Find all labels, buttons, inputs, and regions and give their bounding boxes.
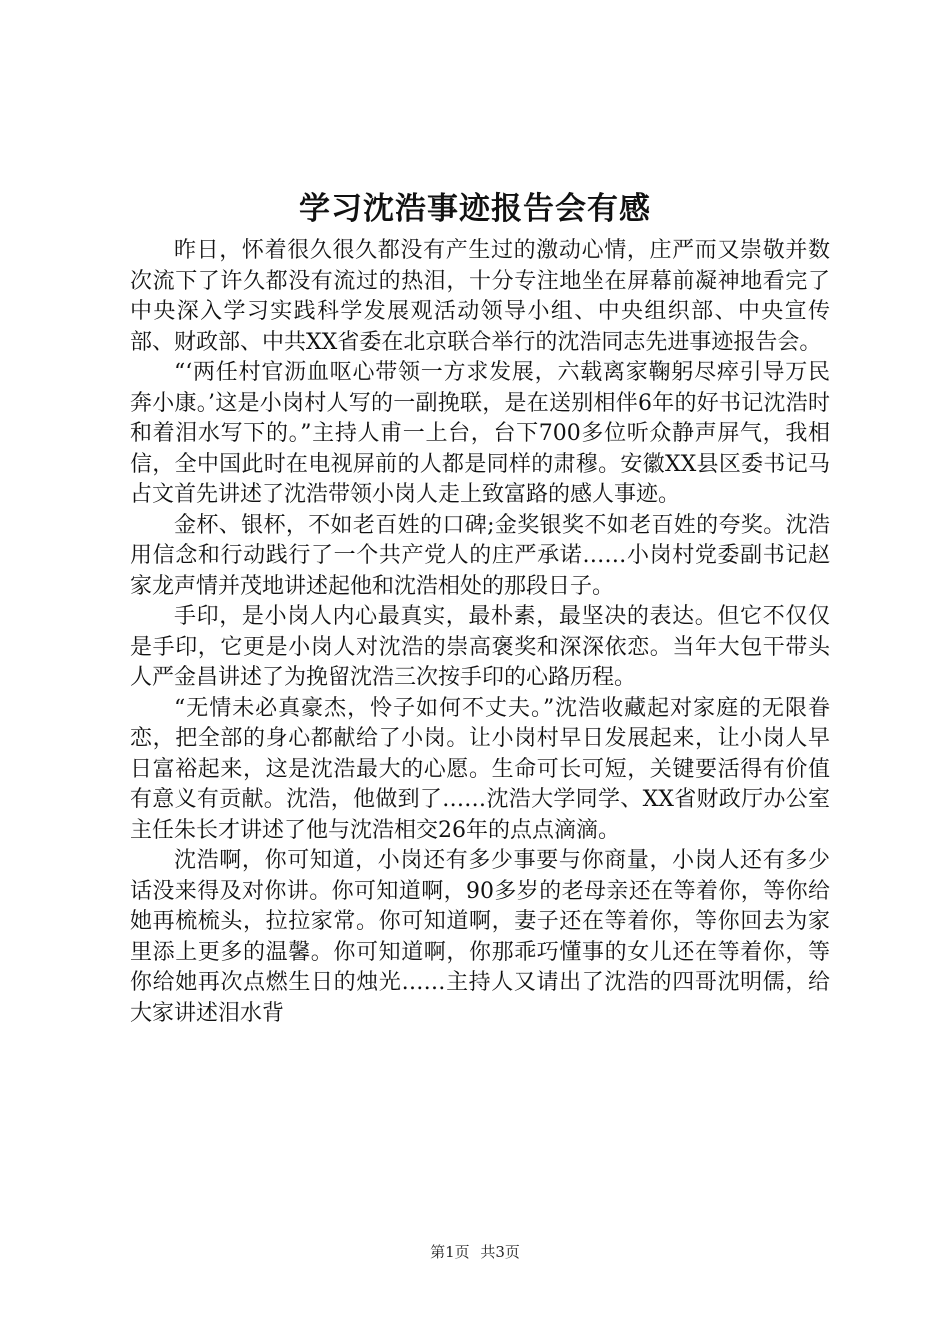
paragraph: 昨日，怀着很久很久都没有产生过的激动心情，庄严而又崇敬并数次流下了许久都没有流过的热泪，十分专注地坐在屏幕前凝神地看完了中央深入学习实践科学发展观活动领导小组、中央组织部、中央宣传部、财政部、中共XX省委在北京联合举行的沈浩同志先进事迹报告会。: [130, 238, 830, 355]
paragraph: 沈浩啊，你可知道，小岗还有多少事要与你商量，小岗人还有多少话没来得及对你讲。你可知道啊，90多岁的老母亲还在等着你，等你给她再梳梳头，拉拉家常。你可知道啊，妻子还在等着你，等你回去为家里添上更多的温馨。你可知道啊，你那乖巧懂事的女儿还在等着你，等你给她再次点燃生日的烛光……主持人又请出了沈浩的四哥沈明儒，给大家讲述泪水背: [130, 848, 830, 1026]
paragraph: 金杯、银杯，不如老百姓的口碑;金奖银奖不如老百姓的夸奖。沈浩用信念和行动践行了一个共产党人的庄严承诺……小岗村党委副书记赵家龙声情并茂地讲述起他和沈浩相处的那段日子。: [130, 512, 830, 599]
page-number: 第1页: [430, 1243, 470, 1261]
paragraph: “‘两任村官沥血呕心带领一方求发展，六载离家鞠躬尽瘁引导万民奔小康。’这是小岗村人写的一副挽联，是在送别相伴6年的好书记沈浩时和着泪水写下的。”主持人甫一上台，台下700多位听众静声屏气，我相信，全中国此时在电视屏前的人都是同样的肃穆。安徽XX县区委书记马占文首先讲述了沈浩带领小岗人走上致富路的感人事迹。: [130, 360, 830, 507]
document-body: [130, 236, 830, 1029]
document-title: 学习沈浩事迹报告会有感: [299, 191, 651, 227]
page-total: 共3页: [480, 1243, 520, 1261]
paragraph: 手印，是小岗人内心最真实，最朴素，最坚决的表达。但它不仅仅是手印，它更是小岗人对沈浩的崇高褒奖和深深依恋。当年大包干带头人严金昌讲述了为挽留沈浩三次按手印的心路历程。: [130, 604, 830, 690]
paragraph: “无情未必真豪杰，怜子如何不丈夫。”沈浩收藏起对家庭的无限眷恋，把全部的身心都献给了小岗。让小岗村早日发展起来，让小岗人早日富裕起来，这是沈浩最大的心愿。生命可长可短，关键要活得有价值有意义有贡献。沈浩，他做到了……沈浩大学同学、XX省财政厅办公室主任朱长才讲述了他与沈浩相交26年的点点滴滴。: [130, 695, 830, 843]
page-footer: [0, 1241, 950, 1262]
